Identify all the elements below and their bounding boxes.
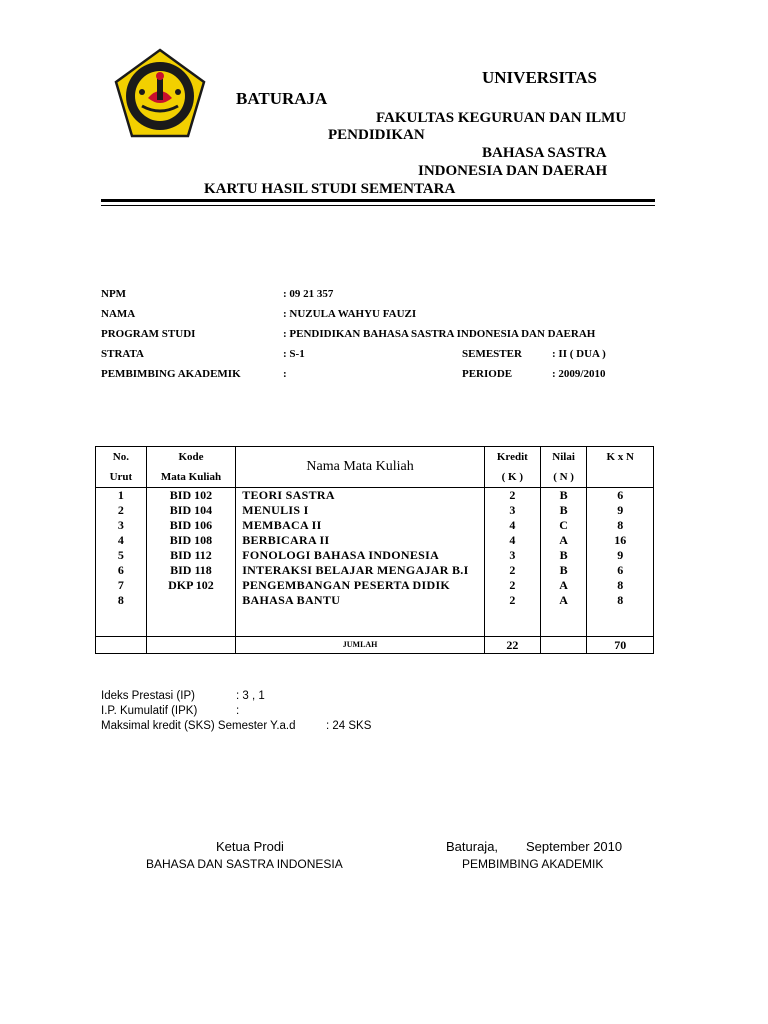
ip-label: Ideks Prestasi (IP): [101, 690, 195, 702]
header-kn: K x N: [606, 451, 634, 463]
header-kredit-2: ( K ): [501, 471, 524, 483]
cell-kode: BID 108: [169, 533, 213, 547]
header-nilai-cell: [540, 447, 587, 488]
cell-nilai: A: [559, 533, 568, 547]
col-no: [96, 488, 147, 637]
header-kode-2: Mata Kuliah: [160, 471, 222, 483]
cell-no: 4: [117, 533, 124, 547]
cell-kn: 8: [617, 578, 624, 592]
periode-value: : 2009/2010: [552, 368, 606, 380]
cell-nilai: A: [559, 593, 568, 607]
jumlah-empty-no: [96, 637, 147, 654]
semester-value: : II ( DUA ): [552, 348, 606, 360]
header-kredit-1: Kredit: [496, 451, 528, 463]
npm-label: NPM: [101, 288, 127, 300]
cell-kredit: 4: [509, 533, 516, 547]
cell-kn: 6: [617, 563, 624, 577]
cell-nilai: B: [559, 548, 568, 562]
col-kn: [587, 488, 654, 637]
cell-nilai: B: [559, 488, 568, 502]
semester-label: SEMESTER: [462, 348, 522, 360]
course-table: [95, 446, 654, 654]
sks-value: : 24 SKS: [326, 720, 372, 732]
header-kode-1: Kode: [178, 451, 204, 463]
prodi-value: : PENDIDIKAN BAHASA SASTRA INDONESIA DAN DAERAH: [283, 328, 596, 340]
header-nama: Nama Mata Kuliah: [236, 447, 485, 488]
pembimbing-value: :: [283, 368, 287, 380]
cell-kn: 9: [617, 548, 624, 562]
ketua-prodi-subtitle: BAHASA DAN SASTRA INDONESIA: [146, 857, 343, 871]
pembimbing-subtitle: PEMBIMBING AKADEMIK: [462, 857, 604, 871]
cell-kode: [147, 593, 235, 608]
jumlah-empty-kode: [146, 637, 235, 654]
col-kredit: [484, 488, 540, 637]
cell-kn: 9: [617, 503, 624, 517]
header-baturaja: BATURAJA: [236, 89, 328, 108]
table-body-row: [96, 488, 654, 637]
cell-no: 1: [117, 488, 124, 502]
signature-place: Baturaja,: [446, 839, 499, 854]
strata-value: : S-1: [283, 348, 305, 360]
ipk-label: I.P. Kumulatif (IPK): [101, 705, 198, 717]
periode-label: PERIODE: [462, 368, 513, 380]
header-kode-cell: [146, 447, 235, 488]
header-no-cell: [96, 447, 147, 488]
cell-nama: FONOLOGI BAHASA INDONESIA: [242, 548, 440, 562]
ketua-prodi-title: Ketua Prodi: [216, 839, 284, 854]
ipk-value: :: [236, 705, 240, 717]
cell-nama: MEMBACA II: [242, 518, 322, 532]
cell-no: 7: [117, 578, 124, 592]
university-logo: [112, 48, 208, 140]
cell-kode: BID 118: [170, 563, 212, 577]
cell-nilai: B: [559, 563, 568, 577]
pembimbing-label: PEMBIMBING AKADEMIK: [101, 368, 241, 380]
npm-value: : 09 21 357: [283, 288, 334, 300]
header-rule-thick: [101, 199, 655, 202]
cell-nama: TEORI SASTRA: [242, 488, 335, 502]
cell-nilai: A: [559, 578, 568, 592]
cell-kredit: 3: [509, 503, 516, 517]
cell-nama: BAHASA BANTU: [242, 593, 341, 607]
header-indonesia-daerah: INDONESIA DAN DAERAH: [418, 163, 608, 179]
cell-no: 5: [117, 548, 124, 562]
jumlah-kn: 70: [587, 637, 654, 654]
cell-no: 8: [117, 593, 124, 607]
cell-nama: INTERAKSI BELAJAR MENGAJAR B.I: [242, 563, 469, 577]
cell-kn: 16: [614, 533, 627, 547]
cell-kredit: 2: [509, 563, 516, 577]
col-nama: [236, 488, 485, 637]
cell-no: 3: [117, 518, 124, 532]
header-bahasa-sastra: BAHASA SASTRA: [482, 145, 607, 161]
cell-kn: 8: [617, 518, 624, 532]
sks-label: Maksimal kredit (SKS) Semester Y.a.d: [101, 720, 296, 732]
document-title: KARTU HASIL STUDI SEMENTARA: [204, 181, 456, 197]
jumlah-row: [96, 637, 654, 654]
jumlah-label: JUMLAH: [236, 637, 485, 654]
cell-kn: 8: [617, 593, 624, 607]
jumlah-kredit: 22: [484, 637, 540, 654]
strata-label: STRATA: [101, 348, 144, 360]
header-universitas: UNIVERSITAS: [482, 68, 597, 87]
cell-nama: BERBICARA II: [242, 533, 330, 547]
header-rule-thin: [101, 205, 655, 206]
header-kredit-cell: [484, 447, 540, 488]
header-no-1: No.: [112, 451, 129, 463]
cell-kode: BID 104: [169, 503, 213, 517]
cell-kredit: 2: [509, 578, 516, 592]
table-header-row: [96, 447, 654, 488]
nama-label: NAMA: [101, 308, 136, 320]
cell-kredit: 3: [509, 548, 516, 562]
cell-nilai: C: [559, 518, 568, 532]
cell-nilai: B: [559, 503, 568, 517]
header-kn-cell: [587, 447, 654, 488]
prodi-label: PROGRAM STUDI: [101, 328, 196, 340]
cell-no: 2: [117, 503, 124, 517]
cell-kn: 6: [617, 488, 624, 502]
header-fakultas: FAKULTAS KEGURUAN DAN ILMU: [376, 110, 627, 126]
cell-kredit: 4: [509, 518, 516, 532]
header-no-2: Urut: [109, 471, 133, 483]
cell-kredit: 2: [509, 593, 516, 607]
header-nilai-1: Nilai: [552, 451, 575, 463]
header-pendidikan: PENDIDIKAN: [328, 127, 425, 143]
cell-kode: BID 106: [169, 518, 213, 532]
nama-value: : NUZULA WAHYU FAUZI: [283, 308, 417, 320]
jumlah-empty-nilai: [540, 637, 587, 654]
col-kode: [146, 488, 235, 637]
header-nilai-2: ( N ): [553, 471, 574, 483]
cell-kode: DKP 102: [168, 578, 214, 592]
cell-nama: MENULIS I: [242, 503, 309, 517]
cell-no: 6: [117, 563, 124, 577]
ip-value: : 3 , 1: [236, 690, 265, 702]
cell-kode: BID 102: [169, 488, 213, 502]
cell-kredit: 2: [509, 488, 516, 502]
signature-date: September 2010: [526, 839, 623, 854]
cell-nama: PENGEMBANGAN PESERTA DIDIK: [242, 578, 451, 592]
cell-kode: BID 112: [170, 548, 212, 562]
col-nilai: [540, 488, 587, 637]
